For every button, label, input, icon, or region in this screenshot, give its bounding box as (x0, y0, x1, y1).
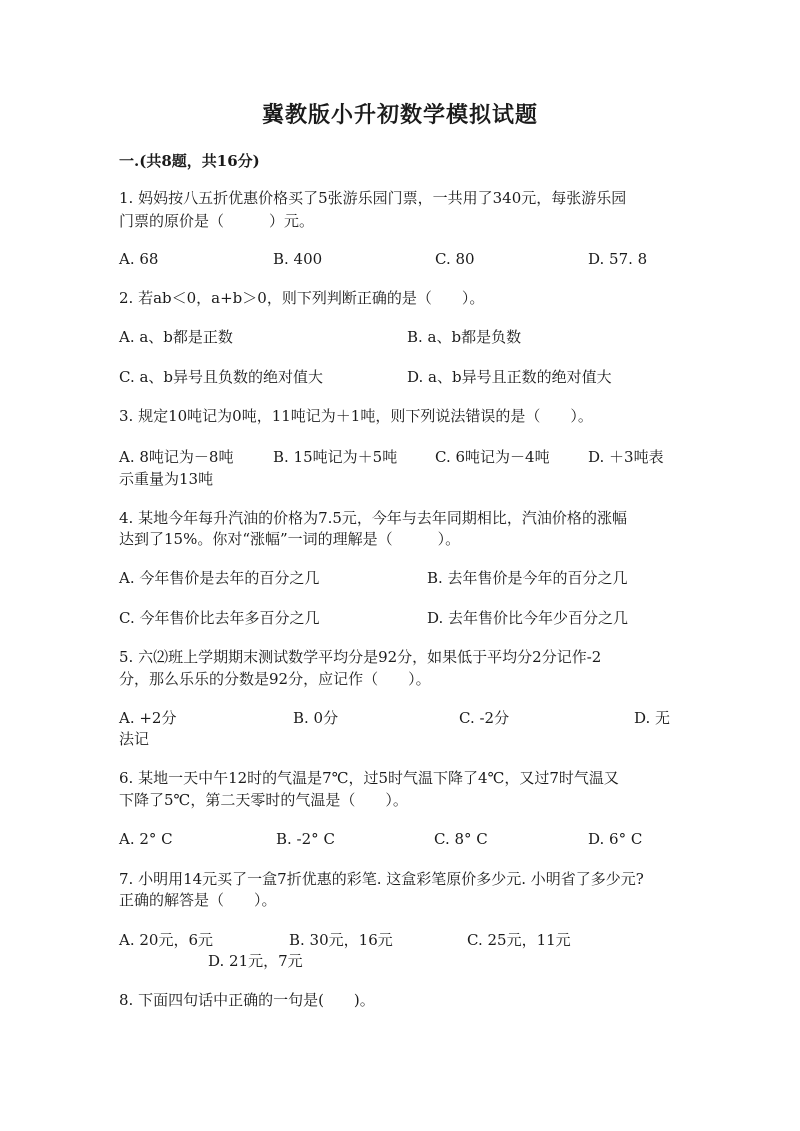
question-3-option-a[interactable]: A. 8吨记为－8吨 (119, 448, 234, 466)
question-3-option-d[interactable]: D. ＋3吨表 (588, 448, 664, 466)
question-5-text: 5. 六⑵班上学期期末测试数学平均分是92分，如果低于平均分2分记作-2 (119, 648, 602, 666)
question-7-option-b[interactable]: B. 30元，16元 (289, 931, 393, 949)
question-4-text-cont: 达到了15%。你对“涨幅”一词的理解是（ ）。 (119, 530, 461, 548)
question-7-option-c[interactable]: C. 25元，11元 (467, 931, 571, 949)
question-1-option-b[interactable]: B. 400 (273, 250, 323, 268)
question-5-option-a[interactable]: A. +2分 (119, 709, 177, 727)
question-4-option-d[interactable]: D. 去年售价比今年少百分之几 (427, 609, 629, 627)
question-5-option-d-cont[interactable]: 法记 (119, 730, 150, 748)
question-3-option-d-cont[interactable]: 示重量为13吨 (119, 470, 214, 488)
question-7-text: 7. 小明用14元买了一盒7折优惠的彩笔. 这盒彩笔原价多少元. 小明省了多少元? (119, 870, 644, 888)
question-2-option-d[interactable]: D. a、b异号且正数的绝对值大 (407, 368, 612, 386)
question-3-option-b[interactable]: B. 15吨记为＋5吨 (273, 448, 398, 466)
question-4-option-a[interactable]: A. 今年售价是去年的百分之几 (119, 569, 320, 587)
question-2-option-a[interactable]: A. a、b都是正数 (119, 328, 233, 346)
question-5-text-cont: 分，那么乐乐的分数是92分，应记作（ ）。 (119, 670, 431, 688)
section-heading: 一.(共8题，共16分) (119, 152, 260, 170)
question-6-option-c[interactable]: C. 8° C (434, 830, 488, 848)
question-1-text: 1. 妈妈按八五折优惠价格买了5张游乐园门票，一共用了340元，每张游乐园 (119, 189, 627, 207)
page-title: 冀教版小升初数学模拟试题 (261, 102, 538, 128)
question-6-option-d[interactable]: D. 6° C (588, 830, 643, 848)
question-1-option-c[interactable]: C. 80 (435, 250, 475, 268)
question-3-option-c[interactable]: C. 6吨记为－4吨 (435, 448, 550, 466)
question-5-option-d[interactable]: D. 无 (634, 709, 671, 727)
question-1-option-d[interactable]: D. 57. 8 (588, 250, 648, 268)
question-6-text-cont: 下降了5℃，第二天零时的气温是（ ）。 (119, 791, 408, 809)
question-6-option-a[interactable]: A. 2° C (119, 830, 173, 848)
question-6-option-b[interactable]: B. -2° C (276, 830, 335, 848)
question-7-option-d[interactable]: D. 21元，7元 (208, 952, 303, 970)
question-8-text: 8. 下面四句话中正确的一句是( )。 (119, 991, 375, 1009)
question-2-option-c[interactable]: C. a、b异号且负数的绝对值大 (119, 368, 324, 386)
question-4-option-c[interactable]: C. 今年售价比去年多百分之几 (119, 609, 320, 627)
question-7-option-a[interactable]: A. 20元，6元 (119, 931, 213, 949)
question-2-text: 2. 若ab＜0，a+b＞0，则下列判断正确的是（ ）。 (119, 289, 485, 307)
question-4-option-b[interactable]: B. 去年售价是今年的百分之几 (427, 569, 628, 587)
question-7-text-cont: 正确的解答是（ ）。 (119, 891, 277, 909)
question-3-text: 3. 规定10吨记为0吨，11吨记为＋1吨，则下列说法错误的是（ ）。 (119, 407, 593, 425)
question-6-text: 6. 某地一天中午12时的气温是7℃，过5时气温下降了4℃，又过7时气温又 (119, 769, 619, 787)
question-4-text: 4. 某地今年每升汽油的价格为7.5元，今年与去年同期相比，汽油价格的涨幅 (119, 509, 627, 527)
question-5-option-c[interactable]: C. -2分 (459, 709, 510, 727)
question-5-option-b[interactable]: B. 0分 (293, 709, 339, 727)
question-1-option-a[interactable]: A. 68 (119, 250, 159, 268)
question-1-text-cont: 门票的原价是（ ）元。 (119, 212, 315, 230)
question-2-option-b[interactable]: B. a、b都是负数 (407, 328, 522, 346)
